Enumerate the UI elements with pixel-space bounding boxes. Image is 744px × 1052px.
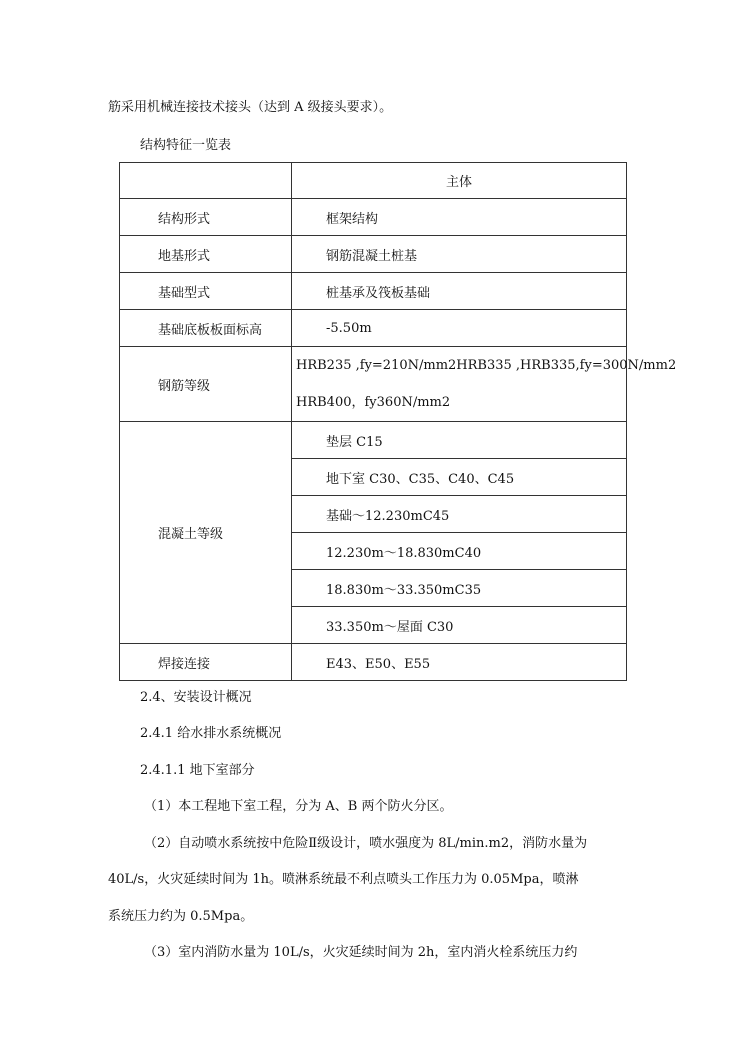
row-label: 钢筋等级 [120, 347, 292, 422]
row-label: 基础底板板面标高 [120, 310, 292, 347]
structure-feature-table [119, 162, 677, 681]
paragraph-2-line-2: 40L/s，火灾延续时间为 1h。喷淋系统最不利点喷头工作压力为 0.05Mpa，喷淋 [108, 872, 579, 887]
paragraph-1: （1）本工程地下室工程，分为 A、B 两个防火分区。 [144, 799, 453, 814]
table-row [120, 347, 627, 422]
rebar-grade-cell [292, 347, 677, 422]
section-heading-2-4: 2.4、安装设计概况 [140, 690, 252, 705]
row-value: 钢筋混凝土桩基 [292, 236, 627, 273]
table-row [120, 199, 627, 236]
row-value: E43、E50、E55 [292, 644, 627, 681]
row-value: 桩基承及筏板基础 [292, 273, 627, 310]
table-title: 结构特征一览表 [140, 138, 232, 153]
paragraph-3: （3）室内消防水量为 10L/s，火灾延续时间为 2h，室内消火栓系统压力约 [144, 945, 578, 960]
section-heading-2-4-1-1: 2.4.1.1 地下室部分 [140, 763, 255, 778]
concrete-grade-item: 18.830m～33.350mC35 [292, 570, 627, 607]
rebar-grade-line-2: HRB400，fy360N/mm2 [296, 395, 451, 410]
row-label: 地基形式 [120, 236, 292, 273]
rebar-grade-line-1: HRB235 ,fy=210N/mm2HRB335 ,HRB335,fy=300N/mm2 [296, 358, 677, 373]
row-value: 框架结构 [292, 199, 627, 236]
table-row [120, 236, 627, 273]
table-header-row [120, 163, 627, 199]
concrete-grade-item: 地下室 C30、C35、C40、C45 [292, 459, 627, 496]
row-label: 混凝土等级 [120, 422, 292, 644]
paragraph-2-line-3: 系统压力约为 0.5Mpa。 [108, 909, 254, 924]
table-row [120, 644, 627, 681]
header-blank-cell [120, 163, 292, 199]
row-label: 基础型式 [120, 273, 292, 310]
paragraph-2-line-1: （2）自动喷水系统按中危险Ⅱ级设计，喷水强度为 8L/min.m2，消防水量为 [144, 836, 588, 851]
row-value: -5.50m [292, 310, 627, 347]
concrete-grade-item: 12.230m～18.830mC40 [292, 533, 627, 570]
table-row [120, 310, 627, 347]
header-main-cell: 主体 [292, 163, 627, 199]
concrete-grade-item: 33.350m～屋面 C30 [292, 607, 627, 644]
concrete-grade-item: 垫层 C15 [292, 422, 627, 459]
section-heading-2-4-1: 2.4.1 给水排水系统概况 [140, 726, 282, 741]
table-row [120, 422, 627, 459]
row-label: 结构形式 [120, 199, 292, 236]
table-row [120, 273, 627, 310]
concrete-grade-item: 基础～12.230mC45 [292, 496, 627, 533]
intro-line: 筋采用机械连接技术接头（达到 A 级接头要求）。 [108, 100, 393, 115]
row-label: 焊接连接 [120, 644, 292, 681]
